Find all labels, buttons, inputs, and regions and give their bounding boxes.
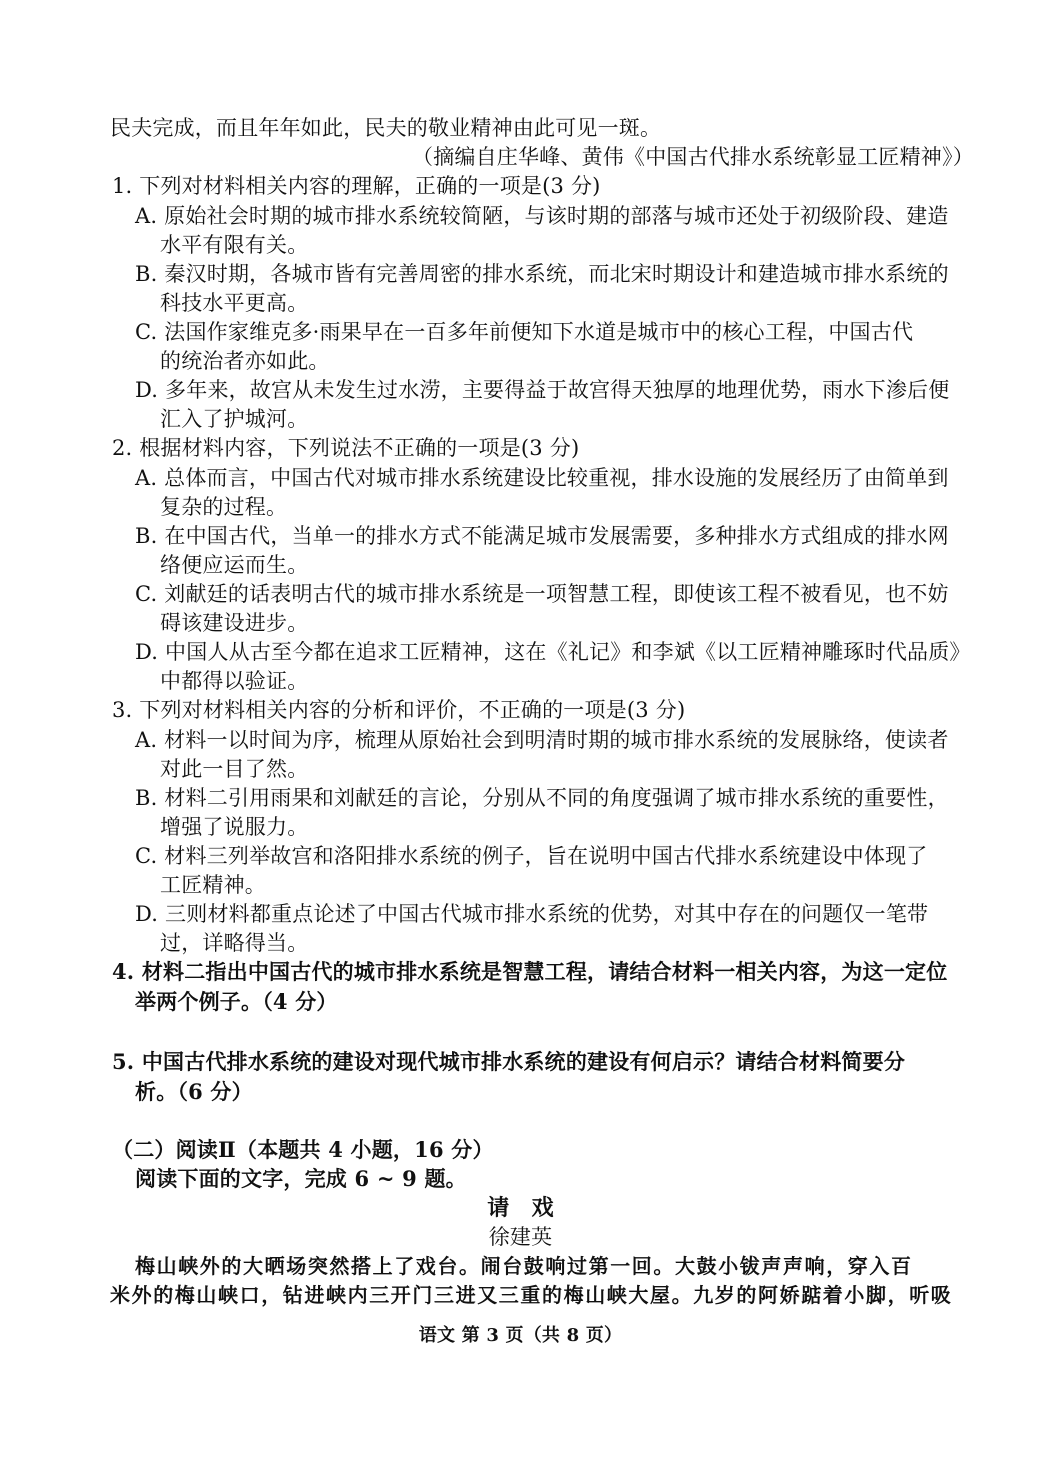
story-paragraph-line: 米外的梅山峡口，钻进峡内三开门三进又三重的梅山峡大屋。九岁的阿娇踮着小脚，听吸 xyxy=(110,1283,953,1307)
option-b: B. 秦汉时期，各城市皆有完善周密的排水系统，而北宋时期设计和建造城市排水系统的 xyxy=(135,262,949,286)
page-footer: 语文 第 3 页（共 8 页） xyxy=(418,1325,623,1346)
option-d-cont: 过，详略得当。 xyxy=(160,931,309,955)
option-b-cont: 络便应运而生。 xyxy=(160,553,309,577)
option-b-cont: 科技水平更高。 xyxy=(160,291,309,315)
option-d: D. 多年来，故宫从未发生过水涝，主要得益于故宫得天独厚的地理优势，雨水下渗后便 xyxy=(135,378,950,402)
option-c: C. 法国作家维克多·雨果早在一百多年前便知下水道是城市中的核心工程，中国古代 xyxy=(135,320,914,344)
story-author: 徐建英 xyxy=(488,1225,553,1249)
option-c-cont: 碍该建设进步。 xyxy=(160,611,309,635)
story-paragraph-line: 梅山峡外的大晒场突然搭上了戏台。闹台鼓响过第一回。大鼓小钹声声响，穿入百 xyxy=(135,1254,913,1278)
option-b: B. 在中国古代，当单一的排水方式不能满足城市发展需要，多种排水方式组成的排水网 xyxy=(135,524,949,548)
question-stem: 3. 下列对材料相关内容的分析和评价，不正确的一项是(3 分) xyxy=(112,698,686,722)
option-a-cont: 水平有限有关。 xyxy=(160,233,309,257)
option-c: C. 刘献廷的话表明古代的城市排水系统是一项智慧工程，即使该工程不被看见，也不妨 xyxy=(135,582,949,606)
option-a: A. 材料一以时间为序，梳理从原始社会到明清时期的城市排水系统的发展脉络，使读者 xyxy=(135,728,949,752)
option-a-cont: 对此一目了然。 xyxy=(160,757,309,781)
section-heading: （二）阅读Ⅱ（本题共 4 小题，16 分） xyxy=(112,1137,494,1162)
option-a: A. 总体而言，中国古代对城市排水系统建设比较重视，排水设施的发展经历了由简单到 xyxy=(135,466,949,490)
option-c: C. 材料三列举故宫和洛阳排水系统的例子，旨在说明中国古代排水系统建设中体现了 xyxy=(135,844,928,868)
question-stem: 5. 中国古代排水系统的建设对现代城市排水系统的建设有何启示？请结合材料简要分 xyxy=(112,1049,906,1074)
option-d-cont: 中都得以验证。 xyxy=(160,669,309,693)
option-d: D. 三则材料都重点论述了中国古代城市排水系统的优势，对其中存在的问题仅一笔带 xyxy=(135,902,929,926)
source-citation: （摘编自庄华峰、黄伟《中国古代排水系统彰显工匠精神》） xyxy=(412,145,974,169)
option-d: D. 中国人从古至今都在追求工匠精神，这在《礼记》和李斌《以工匠精神雕琢时代品质》 xyxy=(135,640,971,664)
option-a: A. 原始社会时期的城市排水系统较简陋，与该时期的部落与城市还处于初级阶段、建造 xyxy=(135,204,949,228)
option-b: B. 材料二引用雨果和刘献廷的言论，分别从不同的角度强调了城市排水系统的重要性， xyxy=(135,786,949,810)
option-a-cont: 复杂的过程。 xyxy=(160,495,288,519)
option-b-cont: 增强了说服力。 xyxy=(160,815,309,839)
option-d-cont: 汇入了护城河。 xyxy=(160,407,309,431)
option-c-cont: 的统治者亦如此。 xyxy=(160,349,330,373)
section-instruction: 阅读下面的文字，完成 6 ~ 9 题。 xyxy=(135,1166,467,1191)
question-stem: 4. 材料二指出中国古代的城市排水系统是智慧工程，请结合材料一相关内容，为这一定位 xyxy=(112,959,948,984)
intro-end-text: 民夫完成，而且年年如此，民夫的敬业精神由此可见一斑。 xyxy=(110,116,662,140)
question-stem-cont: 析。（6 分） xyxy=(135,1079,253,1104)
question-stem-cont: 举两个例子。（4 分） xyxy=(135,989,338,1014)
question-stem: 1. 下列对材料相关内容的理解，正确的一项是(3 分) xyxy=(112,174,601,198)
question-stem: 2. 根据材料内容，下列说法不正确的一项是(3 分) xyxy=(112,436,580,460)
option-c-cont: 工匠精神。 xyxy=(160,873,266,897)
story-title: 请 戏 xyxy=(487,1195,554,1221)
